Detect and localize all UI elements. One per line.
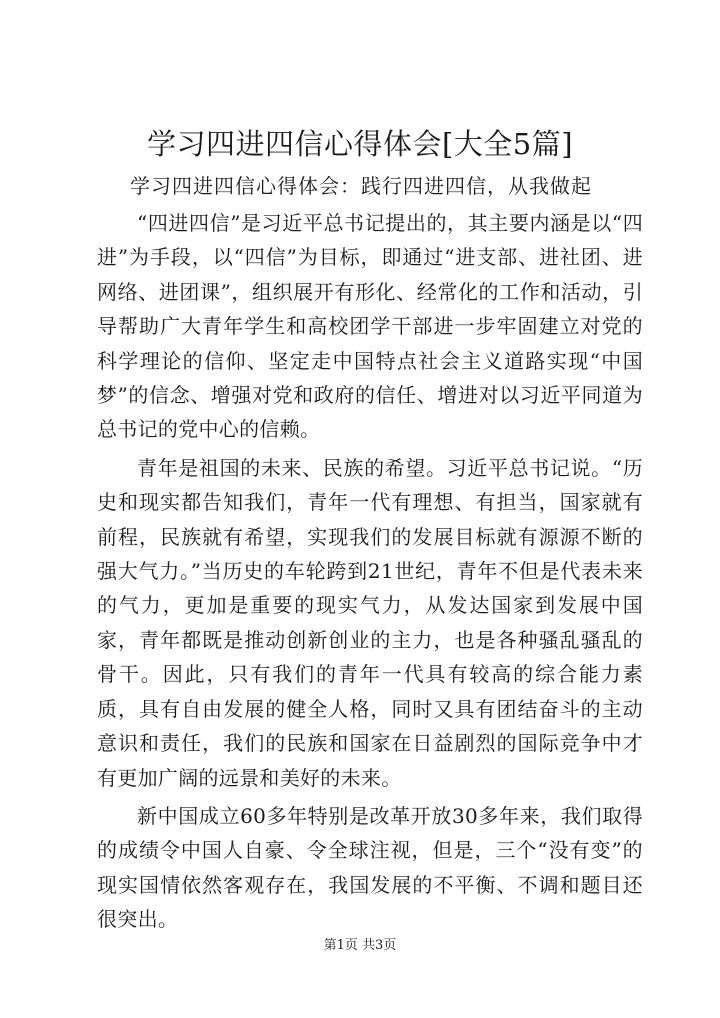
paragraph: 青年是祖国的未来、民族的希望。习近平总书记说。“历史和现实都告知我们，青年一代有理想、有担当，国家就有前程，民族就有希望，实现我们的发展目标就有源源不断的强大气力。”当历史的车轮跨到21世纪，青年不但是代表未来的气力，更加是重要的现实气力，从发达国家到发展中国家，青年都既是推动创新创业的主力，也是各种骚乱骚乱的骨干。因此，只有我们的青年一代具有较高的综合能力素质，具有自由发展的健全人格，同时又具有团结奋斗的主动意识和责任，我们的民族和国家在日益剧烈的国际竞争中才有更加广阔的远景和美好的未来。 [97, 455, 643, 790]
document-subtitle: 学习四进四信心得体会：践行四进四信，从我做起 [130, 174, 592, 198]
document-title: 学习四进四信心得体会[大全5篇] [146, 127, 574, 161]
paragraph: 新中国成立60多年特别是改革开放30多年来，我们取得的成绩令中国人自豪、令全球注视，但是，三个“没有变”的现实国情依然客观存在，我国发展的不平衡、不调和题目还很突出。 [97, 803, 643, 932]
page-number-footer: 第1页 共3页 [323, 938, 397, 953]
document-body [97, 206, 643, 937]
paragraph: “四进四信”是习近平总书记提出的，其主要内涵是以“四进”为手段，以“四信”为目标，即通过“进支部、进社团、进网络、进团课”，组织展开有形化、经常化的工作和活动，引导帮助广大青年学生和高校团学干部进一步牢固建立对党的科学理论的信仰、坚定走中国特点社会主义道路实现“中国梦”的信念、增强对党和政府的信任、增进对以习近平同道为总书记的党中心的信赖。 [97, 211, 643, 442]
